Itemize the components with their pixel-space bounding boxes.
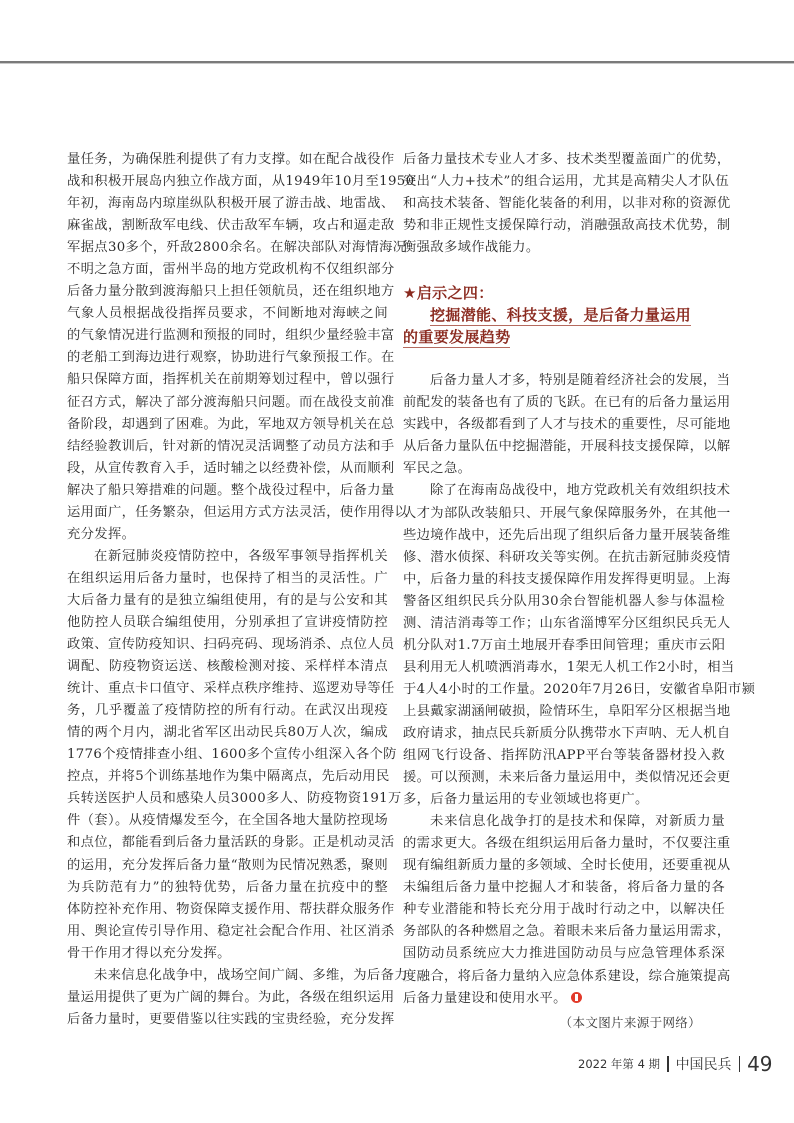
text-line: 备阶段，却遇到了困难。为此，军地双方领导机关在总: [67, 416, 395, 432]
text-line: 结经验教训后，针对新的情况灵活调整了动员方法和手: [67, 438, 395, 454]
text-line: 不明之急方面，雷州半岛的地方党政机构不仅组织部分: [67, 262, 395, 278]
text-line: 上县戴家湖涵闸破损，险情环生，阜阳军分区根据当地: [403, 703, 731, 719]
text-line: 除了在海南岛战役中，地方党政机关有效组织技术: [430, 483, 731, 499]
page-number: 49: [747, 1052, 773, 1076]
text-line: 国防动员系统应大力推进国防动员与应急管理体系深: [403, 946, 725, 962]
right-column-body: [403, 370, 756, 987]
text-line: 衡强敌多域作战能力。: [403, 240, 540, 256]
text-line: 1776个疫情排查小组、1600多个宣传小组深入各个防: [67, 747, 397, 763]
footer-divider: [739, 1056, 741, 1072]
text-line: 现有编组新质力量的多领域、全时长使用，还要重视从: [403, 858, 731, 874]
text-line: 征召方式，解决了部分渡海船只问题。而在战役支前准: [67, 394, 395, 410]
text-line: 军民之急。: [403, 461, 472, 477]
section-title-text-1: 挖掘潜能、科技支援，是后备力量运用: [430, 306, 691, 325]
text-line: 种专业潜能和特长充分用于战时行动之中，以解决任: [403, 902, 725, 918]
text-line: 后备力量分散到渡海船只上担任领航员，还在组织地方: [67, 284, 395, 300]
text-line: 测、清洁消毒等工作；山东省淄博军分区组织民兵无人: [403, 615, 731, 631]
section-heading: [403, 282, 725, 348]
text-line: 战和积极开展岛内独立作战方面，从1949年10月至1950: [67, 174, 415, 190]
text-line: 年初，海南岛内琼崖纵队积极开展了游击战、地雷战、: [67, 196, 395, 212]
footer-divider: [667, 1056, 669, 1072]
section-kicker-text: 启示之四：: [416, 284, 494, 303]
text-line: 势和非正规性支援保障行动，消融强敌高技术优势，制: [403, 218, 731, 234]
text-line: 未来信息化战争中，战场空间广阔、多维，为后备力: [94, 967, 408, 983]
text-line: 组网飞行设备、指挥防汛APP平台等装备器材投入救: [403, 748, 725, 764]
text-line: 运用面广，任务繁杂，但运用方式方法灵活，使作用得以: [67, 504, 409, 520]
text-line: 人才为部队改装船只、开展气象保障服务外，在其他一: [403, 505, 731, 521]
section-title-line-1: [403, 304, 725, 326]
text-line: 的气象情况进行监测和预报的同时，组织少量经验丰富: [67, 328, 395, 344]
text-line: 警备区组织民兵分队用30余台智能机器人参与体温检: [403, 593, 725, 609]
text-line: 兵转送医护人员和感染人员3000多人、防疫物资191万: [67, 791, 402, 807]
text-line: 船只保障方面，指挥机关在前期筹划过程中，曾以强行: [67, 372, 395, 388]
text-line: 度融合，将后备力量纳入应急体系建设，综合施策提高: [403, 968, 731, 984]
text-line: 政策、宣传防疫知识、扫码亮码、现场消杀、点位人员: [67, 637, 395, 653]
text-line: 在新冠肺炎疫情防控中，各级军事领导指挥机关: [94, 548, 388, 564]
text-line: 后备力量时，更要借鉴以往实践的宝贵经验，充分发挥: [67, 1011, 395, 1027]
text-line: 在组织运用后备力量时，也保持了相当的灵活性。广: [67, 570, 388, 586]
text-line: 前配发的装备也有了质的飞跃。在已有的后备力量运用: [403, 395, 731, 411]
text-line: 些边境作战中，还先后出现了组织后备力量开展装备维: [403, 527, 731, 543]
text-line: 后备力量人才多，特别是随着经济社会的发展，当: [430, 373, 731, 389]
text-line: 情的两个月内，湖北省军区出动民兵80万人次，编成: [67, 725, 388, 741]
text-line: 件（套）。从疫情爆发至今，在全国各地大量防控现场: [67, 813, 388, 829]
issue-label: 2022 年第 4 期: [578, 1057, 661, 1071]
text-line: 机分队对1.7万亩土地展开春季田间管理；重庆市云阳: [403, 637, 726, 653]
right-column: [403, 149, 756, 1034]
text-line: 突出“人力+技术”的组合运用，尤其是高精尖人才队伍: [403, 174, 730, 190]
text-line: 控点，并将5个训练基地作为集中隔离点，先后动用民: [67, 769, 390, 785]
text-line: 实践中，各级都看到了人才与技术的重要性，尽可能地: [403, 417, 731, 433]
text-line: 中，后备力量的科技支援保障作用发挥得更明显。上海: [403, 571, 731, 587]
article-end-logo-icon: [571, 992, 582, 1003]
text-line: 从后备力量队伍中挖掘潜能，开展科技支援保障，以解: [403, 439, 731, 455]
text-line: 用、舆论宣传引导作用、稳定社会配合作用、社区消杀: [67, 923, 395, 939]
text-line: 的需求更大。各级在组织运用后备力量时，不仅要注重: [403, 836, 731, 852]
text-line: 量任务，为确保胜利提供了有力支撑。如在配合战役作: [67, 152, 395, 167]
left-column: [67, 149, 415, 1031]
text-line: 的运用，充分发挥后备力量“散则为民情况熟悉，聚则: [67, 857, 389, 873]
text-line: 的老船工到海边进行观察，协助进行气象预报工作。在: [67, 350, 395, 366]
page-footer: [578, 1052, 773, 1076]
text-line: 县利用无人机喷洒消毒水，1架无人机工作2小时，相当: [403, 659, 735, 675]
text-line: 骨干作用才得以充分发挥。: [67, 945, 231, 961]
text-line: 为兵防范有力”的独特优势，后备力量在抗疫中的整: [67, 879, 388, 895]
final-line-text: 后备力量建设和使用水平。: [403, 990, 567, 1006]
text-line: 军据点30多个，歼敌2800余名。在解决部队对海情海况: [67, 240, 407, 256]
text-line: 未编组后备力量中挖掘人才和装备，将后备力量的各: [403, 880, 725, 896]
text-line: 和点位，都能看到后备力量活跃的身影。正是机动灵活: [67, 835, 395, 851]
text-line: 多，后备力量运用的专业领域也将更广。: [403, 792, 649, 808]
text-line: 和高技术装备、智能化装备的利用，以非对称的资源优: [403, 196, 731, 212]
text-line: 政府请求，抽点民兵新质分队携带水下声呐、无人机自: [403, 725, 731, 741]
text-line: 他防控人员联合编组使用，分别承担了宣讲疫情防控: [67, 614, 388, 630]
text-line: 调配、防疫物资运送、核酸检测对接、采样样本清点: [67, 659, 388, 675]
section-title-line-2: [403, 326, 725, 348]
text-line: 统计、重点卡口值守、采样点秩序维持、巡逻劝导等任: [67, 681, 395, 697]
text-line: 后备力量技术专业人才多、技术类型覆盖面广的优势，: [403, 152, 731, 167]
final-line: [403, 988, 725, 1010]
text-line: 解决了船只筹措难的问题。整个战役过程中，后备力量: [67, 482, 395, 498]
text-line: 援。可以预测，未来后备力量运用中，类似情况还会更: [403, 770, 731, 786]
star-icon: ★: [403, 284, 417, 303]
text-line: 充分发挥。: [67, 526, 136, 542]
text-line: 务部队的各种燃眉之急。着眼未来后备力量运用需求，: [403, 924, 731, 940]
text-line: 气象人员根据战役指挥员要求，不间断地对海峡之间: [67, 306, 388, 322]
section-title-text-2: 的重要发展趋势: [403, 328, 511, 347]
header-rule-shadow: [0, 63, 794, 64]
text-line: 大后备力量有的是独立编组使用，有的是与公安和其: [67, 592, 388, 608]
magazine-name: 中国民兵: [675, 1057, 732, 1073]
text-line: 务，几乎覆盖了疫情防控的所有行动。在武汉出现疫: [67, 703, 388, 719]
text-line: 体防控补充作用、物资保障支援作用、帮扶群众服务作: [67, 901, 395, 917]
text-line: 麻雀战，割断敌军电线、伏击敌军车辆，攻占和逼走敌: [67, 218, 395, 234]
text-line: 量运用提供了更为广阔的舞台。为此，各级在组织运用: [67, 989, 395, 1005]
section-kicker: [403, 282, 725, 304]
image-credit: （本文图片来源于网络）: [559, 1014, 701, 1030]
text-line: 于4人4小时的工作量。2020年7月26日，安徽省阜阳市颍: [403, 681, 756, 697]
right-column-intro: [403, 149, 731, 259]
text-line: 段，从宣传教育入手，适时辅之以经费补偿，从而顺利: [67, 460, 395, 476]
text-line: 未来信息化战争打的是技术和保障，对新质力量: [430, 814, 725, 830]
text-line: 修、潜水侦探、科研攻关等实例。在抗击新冠肺炎疫情: [403, 549, 731, 565]
